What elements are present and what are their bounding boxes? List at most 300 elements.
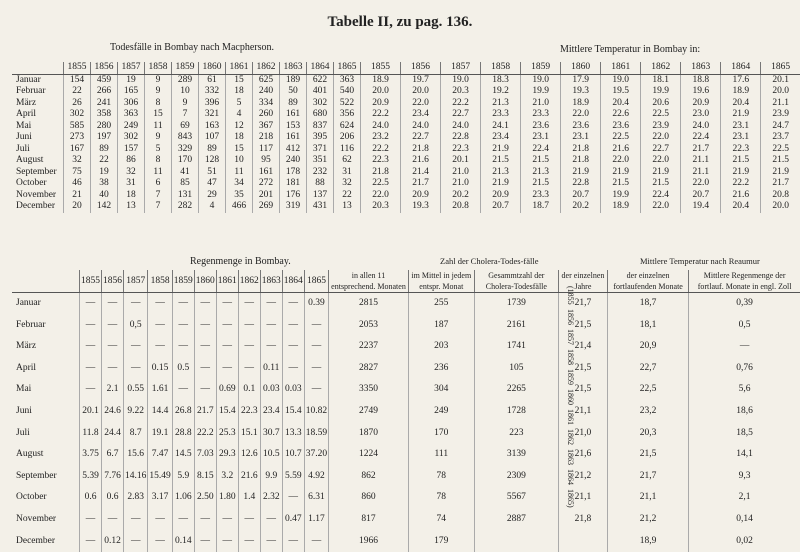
year-header: 1860 [199, 62, 226, 74]
table-cell: 21.6 [601, 144, 641, 156]
table-cell: 20.3 [361, 201, 401, 213]
month-label: December [12, 201, 64, 213]
table-cell: 0.55 [124, 379, 148, 401]
table-row [12, 487, 800, 509]
table-cell: 8 [145, 155, 172, 167]
table-cell: 1.61 [148, 379, 172, 401]
table-cell: 23.9 [761, 109, 800, 121]
table-cell: 9.22 [124, 401, 148, 423]
table-cell: — [194, 358, 216, 380]
table-cell: 21.6 [401, 155, 441, 167]
year-label: 1862 [566, 429, 575, 445]
table-row [12, 132, 360, 144]
table-cell: 260 [253, 109, 280, 121]
table-cell: 131 [172, 190, 199, 202]
table-cell: 21.8 [561, 155, 601, 167]
table-cell: 395 [307, 132, 334, 144]
table-cell: 22.0 [601, 155, 641, 167]
table-cell: 24.0 [441, 121, 481, 133]
table-cell: 20.4 [721, 201, 761, 213]
table-cell: 29 [199, 190, 226, 202]
table-cell: — [282, 315, 304, 337]
table-cell: 0.11 [260, 358, 282, 380]
table-cell: 21,7 [607, 466, 688, 488]
table-cell: 625 [253, 74, 280, 86]
table-cell: — [172, 336, 194, 358]
table-cell: 19.5 [601, 86, 641, 98]
table-cell: 32 [64, 155, 91, 167]
month-label: Juli [12, 144, 64, 156]
table-cell: 117 [253, 144, 280, 156]
table-cell: 203 [408, 336, 474, 358]
table-cell: 1.06 [172, 487, 194, 509]
table-cell: 22.4 [641, 190, 681, 202]
table-cell: 206 [334, 132, 361, 144]
table-row [361, 132, 800, 144]
table-cell: — [238, 315, 260, 337]
table-cell: 24.0 [401, 121, 441, 133]
table-cell: 15.6 [124, 444, 148, 466]
total-header: Gesammtzahl der Cholera-Todesfälle [474, 270, 558, 293]
table-cell: 5.9 [172, 466, 194, 488]
table-cell: 22.3 [441, 144, 481, 156]
table-cell: 19.1 [148, 423, 172, 445]
table-cell: — [304, 379, 328, 401]
table-cell: 837 [307, 121, 334, 133]
table-cell: 20,9 [607, 336, 688, 358]
table-row [12, 178, 360, 190]
table-cell: — [148, 531, 172, 552]
table-cell: 35 [226, 190, 253, 202]
table-cell: 163 [199, 121, 226, 133]
rain-table [12, 270, 800, 552]
table-cell: 89 [280, 98, 307, 110]
table-cell: 2827 [329, 358, 409, 380]
year-header: 1857 [124, 270, 148, 293]
table-cell: 21.7 [761, 178, 800, 190]
table-cell: 15 [226, 144, 253, 156]
table-cell: 20.0 [761, 86, 800, 98]
table-cell: — [238, 293, 260, 315]
table-cell: 21,7 [558, 293, 607, 315]
table-cell: 153 [280, 121, 307, 133]
all-header: in allen 11 entsprechend. Monaten [329, 270, 409, 293]
table-row [12, 379, 800, 401]
table-cell: 26 [64, 98, 91, 110]
table-cell: 21,1 [558, 401, 607, 423]
table-cell: 5 [226, 98, 253, 110]
month-label: Februar [12, 315, 80, 337]
table-row [12, 86, 360, 98]
table-cell: 20.8 [761, 190, 800, 202]
table-cell: 5.59 [282, 466, 304, 488]
table-cell: 0,02 [689, 531, 800, 552]
table-cell: 15.4 [216, 401, 238, 423]
table-cell: 25.3 [216, 423, 238, 445]
table-cell: 179 [408, 531, 474, 552]
table3-caption: Mittlere Temperatur in Bombay in: [560, 44, 700, 55]
table-cell: 334 [253, 98, 280, 110]
table-cell: 240 [280, 155, 307, 167]
table-cell: 22.2 [441, 98, 481, 110]
table-row [361, 98, 800, 110]
table-cell: 167 [64, 144, 91, 156]
table-cell: 2.83 [124, 487, 148, 509]
table-cell: — [194, 379, 216, 401]
table-cell: 232 [307, 167, 334, 179]
year-header: 1863 [260, 270, 282, 293]
table-cell: 62 [334, 155, 361, 167]
table-cell: 2161 [474, 315, 558, 337]
table-cell: 157 [118, 144, 145, 156]
table-cell: 10.7 [282, 444, 304, 466]
table-cell: 11 [145, 167, 172, 179]
table-cell: 23.3 [481, 109, 521, 121]
table-cell: 22.6 [601, 109, 641, 121]
table-cell: 19.0 [521, 74, 561, 86]
table-cell: 22.7 [441, 109, 481, 121]
table-row [361, 178, 800, 190]
table-cell: 116 [334, 144, 361, 156]
table-cell: 367 [253, 121, 280, 133]
table-cell: 0,5 [689, 315, 800, 337]
table-cell: — [80, 293, 102, 315]
year-label: 1865) [566, 489, 575, 508]
table-cell: 0,14 [689, 509, 800, 531]
table-cell: 21.5 [521, 178, 561, 190]
table-cell: 26.8 [172, 401, 194, 423]
table-cell: 9,3 [689, 466, 800, 488]
table-cell: 266 [91, 86, 118, 98]
table-cell: 19 [118, 74, 145, 86]
table-cell: 21,2 [558, 466, 607, 488]
table-cell: 4 [199, 201, 226, 213]
table-cell: 8.7 [124, 423, 148, 445]
table-cell: 24.7 [761, 121, 800, 133]
table-cell: 22.7 [641, 144, 681, 156]
table-cell: 7 [145, 190, 172, 202]
table-cell: 22.3 [721, 144, 761, 156]
year-label: 1859 [566, 369, 575, 385]
table-cell: — [216, 315, 238, 337]
table-cell: 624 [334, 121, 361, 133]
year-header: 1855 [64, 62, 91, 74]
table-cell: 3.75 [80, 444, 102, 466]
year-header: 1862 [253, 62, 280, 74]
table-cell: 269 [253, 201, 280, 213]
table-cell: 21.9 [561, 167, 601, 179]
table-cell: 332 [199, 86, 226, 98]
table-cell: — [80, 315, 102, 337]
table-cell: 22.7 [401, 132, 441, 144]
table-cell: — [194, 293, 216, 315]
year-header: 1861 [601, 62, 641, 74]
table-row [12, 109, 360, 121]
table-cell: 22.0 [361, 190, 401, 202]
table-row [12, 531, 800, 552]
table4-caption: Regenmenge in Bombay. [190, 256, 291, 267]
table-row [361, 201, 800, 213]
cholera-header: Zahl der Cholera-Todes-fälle [440, 256, 539, 266]
table-cell: 21.9 [481, 144, 521, 156]
table-cell: — [172, 509, 194, 531]
table-cell: 23.7 [761, 132, 800, 144]
table-cell: 1870 [329, 423, 409, 445]
year-header: 1861 [226, 62, 253, 74]
table-cell: 187 [408, 315, 474, 337]
table-cell: — [238, 336, 260, 358]
table-cell: 18 [226, 86, 253, 98]
table-cell: 22.0 [641, 132, 681, 144]
table-cell: — [260, 336, 282, 358]
table-cell: 843 [172, 132, 199, 144]
table-cell: 302 [307, 98, 334, 110]
table-cell: 22.4 [521, 144, 561, 156]
year-header: 1858 [148, 270, 172, 293]
table-cell: 23.6 [561, 121, 601, 133]
table-cell: 223 [474, 423, 558, 445]
table-cell: 32 [334, 178, 361, 190]
table-cell: — [216, 336, 238, 358]
table-cell: 11.8 [80, 423, 102, 445]
month-label: August [12, 444, 80, 466]
year-label: (1855 [566, 286, 575, 305]
table-cell: 14.4 [148, 401, 172, 423]
table-row [361, 74, 800, 86]
table-cell: 0.5 [172, 358, 194, 380]
table-cell: 19.0 [601, 74, 641, 86]
table-cell: 21.9 [601, 167, 641, 179]
table-row [361, 167, 800, 179]
year-header: 1865 [334, 62, 361, 74]
table-cell: 21.6 [238, 466, 260, 488]
table-row [361, 155, 800, 167]
table-cell: — [194, 509, 216, 531]
table-cell: 89 [199, 144, 226, 156]
table-cell: — [148, 315, 172, 337]
table-row [12, 293, 800, 315]
table-cell: 351 [307, 155, 334, 167]
table-cell: 862 [329, 466, 409, 488]
table-cell: — [102, 358, 124, 380]
year-header: 1857 [441, 62, 481, 74]
table-cell: 21,5 [558, 315, 607, 337]
table-cell: 21.8 [361, 167, 401, 179]
table-cell: 23.2 [361, 132, 401, 144]
table-cell: 18.9 [721, 86, 761, 98]
table-cell: 22.0 [641, 201, 681, 213]
year-header: 1856 [102, 270, 124, 293]
table-cell: — [216, 358, 238, 380]
table-cell: 20.0 [401, 86, 441, 98]
table-cell: 2887 [474, 509, 558, 531]
table-cell: 40 [91, 190, 118, 202]
rain-header: Mittlere Regenmenge der fortlauf. Monate in engl. Zoll [689, 270, 800, 293]
table-cell: 3.2 [216, 466, 238, 488]
table-cell: 459 [91, 74, 118, 86]
table-cell: 95 [253, 155, 280, 167]
month-label: März [12, 98, 64, 110]
table-cell: 22,5 [607, 379, 688, 401]
table-cell: 28.8 [172, 423, 194, 445]
table-cell: 358 [91, 109, 118, 121]
table-cell: 236 [408, 358, 474, 380]
table-cell: 12 [226, 121, 253, 133]
table-cell: 22.0 [401, 98, 441, 110]
table-cell: 22.5 [641, 109, 681, 121]
header-empty [12, 62, 64, 74]
table-cell: 22.3 [238, 401, 260, 423]
table-cell: 21.7 [194, 401, 216, 423]
table-cell: 21.0 [441, 178, 481, 190]
table-row [361, 144, 800, 156]
year-label: 1857 [566, 329, 575, 345]
table-cell: 273 [64, 132, 91, 144]
table-cell: — [282, 336, 304, 358]
table-cell: 23.4 [401, 109, 441, 121]
table-cell: 18.9 [561, 98, 601, 110]
table-row [361, 86, 800, 98]
table-cell: 21.8 [401, 144, 441, 156]
table-cell: 22.5 [361, 178, 401, 190]
table-cell: 20.2 [441, 190, 481, 202]
table-cell: 249 [408, 401, 474, 423]
table-cell: 0.1 [238, 379, 260, 401]
table-cell: — [260, 293, 282, 315]
table-cell: 21,5 [558, 358, 607, 380]
table-row [361, 121, 800, 133]
table-cell: — [102, 315, 124, 337]
table-cell: 178 [280, 167, 307, 179]
table-cell: 14.5 [172, 444, 194, 466]
table-cell: 23.4 [260, 401, 282, 423]
year-label: 1863 [566, 449, 575, 465]
table-row [12, 423, 800, 445]
table-row [12, 358, 800, 380]
table-cell: 1966 [329, 531, 409, 552]
table-cell: 19.9 [601, 190, 641, 202]
year-header: 1865 [304, 270, 328, 293]
table-cell: 14.16 [124, 466, 148, 488]
table-cell: 21.7 [401, 178, 441, 190]
year-header: 1862 [641, 62, 681, 74]
table-cell: 2.32 [260, 487, 282, 509]
table-cell: 18,7 [607, 293, 688, 315]
table-cell: — [260, 509, 282, 531]
table-cell: 189 [280, 74, 307, 86]
table-cell: 22 [64, 86, 91, 98]
table-cell: 20.3 [441, 86, 481, 98]
table-cell: 22.3 [361, 155, 401, 167]
table-cell: 218 [253, 132, 280, 144]
table-cell: 10.82 [304, 401, 328, 423]
table-cell: 21.1 [761, 98, 800, 110]
table-cell: 7 [145, 201, 172, 213]
table-cell: 3350 [329, 379, 409, 401]
table-cell: — [194, 315, 216, 337]
table-cell: 21.5 [761, 155, 800, 167]
table-cell: 5 [145, 144, 172, 156]
table-cell: 12.6 [238, 444, 260, 466]
table-cell: 2815 [329, 293, 409, 315]
year-label: 1858 [566, 349, 575, 365]
table-cell: 170 [172, 155, 199, 167]
table-cell: 6 [145, 178, 172, 190]
table-cell: 18.59 [304, 423, 328, 445]
table-cell: 289 [172, 74, 199, 86]
table-cell: 21,1 [558, 487, 607, 509]
table-cell: 18.9 [601, 201, 641, 213]
table-cell: 2.50 [194, 487, 216, 509]
table-cell: 88 [307, 178, 334, 190]
year-header: 1860 [561, 62, 601, 74]
temp-table-late [360, 62, 800, 213]
table-cell: 78 [408, 466, 474, 488]
table-row [12, 74, 360, 86]
table-cell: 21,0 [558, 423, 607, 445]
table-cell: 20.8 [441, 201, 481, 213]
table-cell: 21.5 [601, 178, 641, 190]
table-cell: 23.0 [681, 109, 721, 121]
table-cell: 142 [91, 201, 118, 213]
table-cell: 22.8 [441, 132, 481, 144]
table-cell: — [124, 509, 148, 531]
table-cell: 20.9 [361, 98, 401, 110]
table-cell: 21.9 [761, 167, 800, 179]
table-cell: 161 [253, 167, 280, 179]
table-cell: 466 [226, 201, 253, 213]
table-cell: 22.2 [361, 144, 401, 156]
table-cell: 22.2 [721, 178, 761, 190]
table-cell: 363 [118, 109, 145, 121]
table-cell: 4 [226, 109, 253, 121]
table-cell: 20.7 [481, 201, 521, 213]
table-cell: 15.4 [282, 401, 304, 423]
table-cell: 0.39 [304, 293, 328, 315]
year-header: 1858 [481, 62, 521, 74]
table-cell: 21.9 [721, 167, 761, 179]
table-cell: 23.3 [521, 109, 561, 121]
month-label: November [12, 190, 64, 202]
table-cell: 2.1 [102, 379, 124, 401]
table-cell: — [216, 293, 238, 315]
table-row [12, 315, 800, 337]
month-label: Februar [12, 86, 64, 98]
table-cell: 21.0 [521, 98, 561, 110]
table-cell: 18,5 [689, 423, 800, 445]
table-cell: 1739 [474, 293, 558, 315]
table-cell: 22.0 [641, 155, 681, 167]
table-cell: 306 [118, 98, 145, 110]
table-cell: — [124, 293, 148, 315]
table-cell: 396 [199, 98, 226, 110]
table-cell: 272 [253, 178, 280, 190]
table-cell: — [124, 358, 148, 380]
table-cell: — [689, 336, 800, 358]
table-cell: 363 [334, 74, 361, 86]
table-cell: — [194, 336, 216, 358]
table-cell: 10 [172, 86, 199, 98]
table-cell: 23.6 [601, 121, 641, 133]
table-cell: 18.1 [641, 74, 681, 86]
table-cell: — [102, 336, 124, 358]
table-cell: 11 [145, 121, 172, 133]
table-cell: 23.6 [521, 121, 561, 133]
table-cell: 23.1 [721, 132, 761, 144]
table-cell: 13.3 [282, 423, 304, 445]
table-cell: 21.7 [681, 144, 721, 156]
year-header: 1864 [721, 62, 761, 74]
